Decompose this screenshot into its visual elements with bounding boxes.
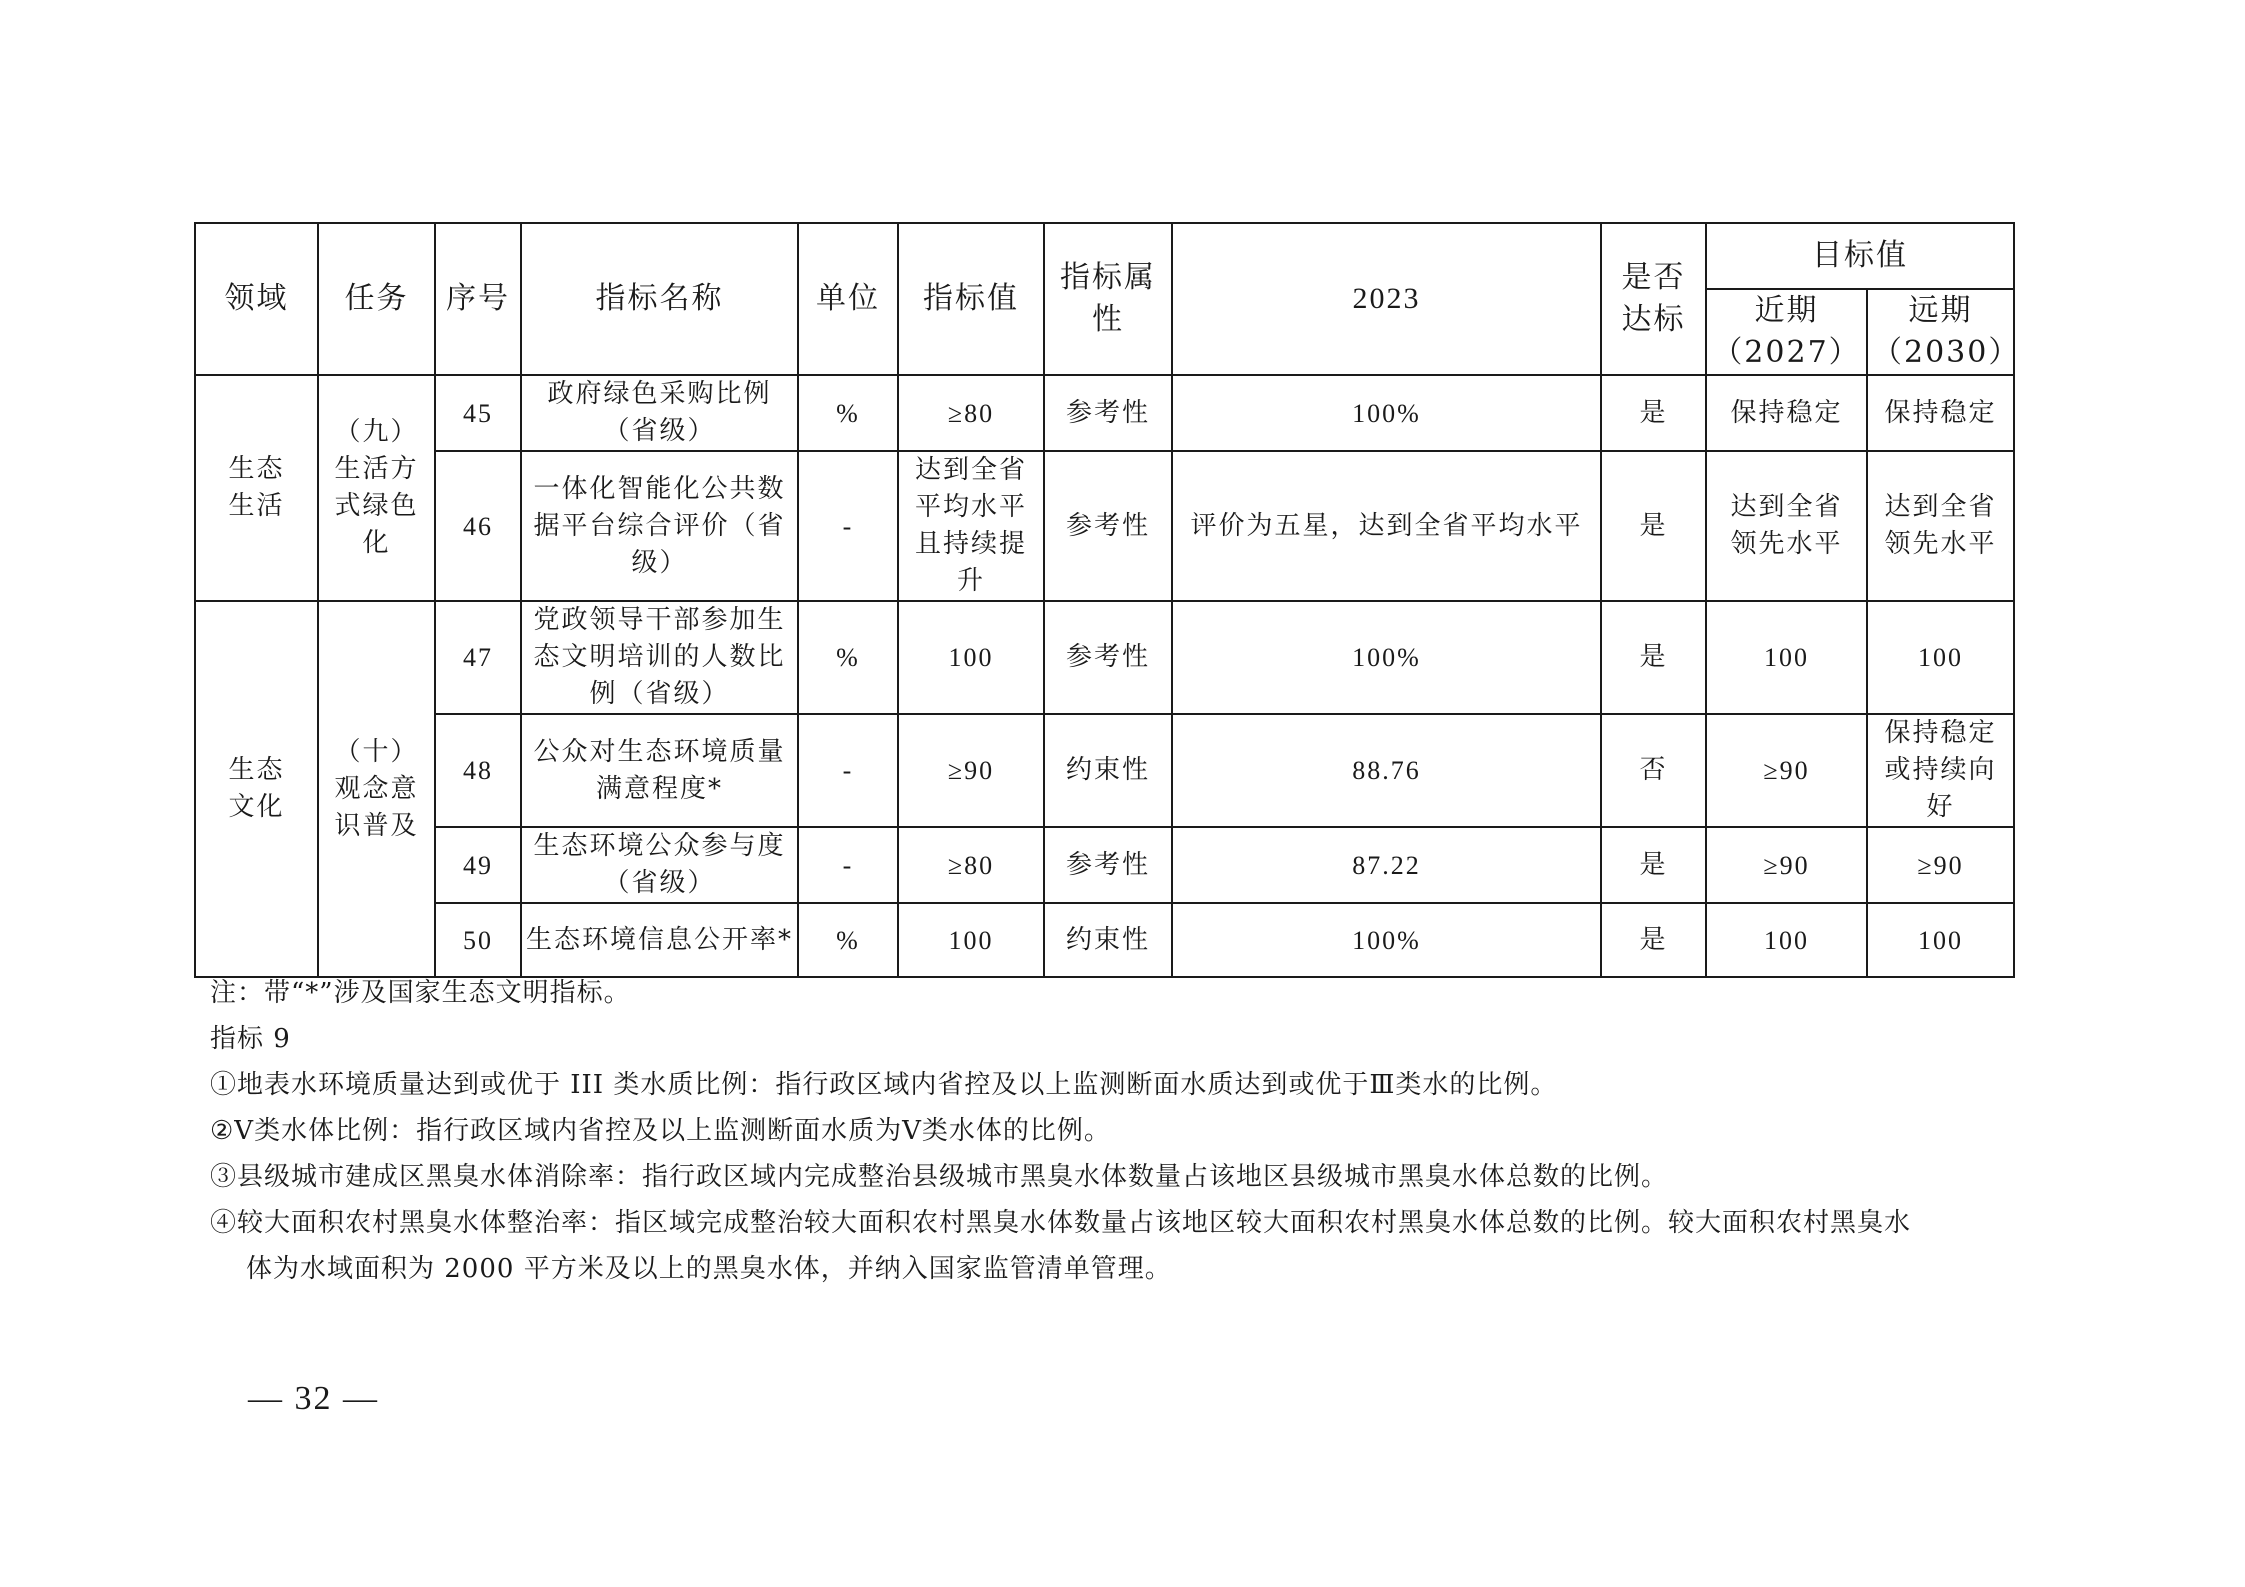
name-cell: 一体化智能化公共数据平台综合评价（省级）: [521, 451, 798, 601]
near-cell: 达到全省领先水平: [1706, 451, 1867, 601]
table-row: [195, 601, 2014, 714]
domain-cell: 生态生活: [195, 375, 318, 601]
near-cell: 100: [1706, 903, 1867, 977]
note-item: ③县级城市建成区黑臭水体消除率：指行政区域内完成整治县级城市黑臭水体数量占该地区县级城市黑臭水体总数的比例。: [210, 1162, 1669, 1192]
table-row: [195, 375, 2014, 451]
value-cell: 100: [898, 903, 1044, 977]
indicator-table: [194, 222, 2021, 978]
seq-cell: 46: [435, 451, 521, 601]
far-cell: 保持稳定: [1867, 375, 2014, 451]
header-domain: 领域: [195, 223, 318, 375]
met-cell: 是: [1601, 601, 1706, 714]
table-row: [195, 714, 2014, 827]
value-cell: ≥80: [898, 827, 1044, 903]
name-cell: 公众对生态环境质量满意程度*: [521, 714, 798, 827]
y2023-cell: 100%: [1172, 903, 1601, 977]
note-item: ②Ⅴ类水体比例：指行政区域内省控及以上监测断面水质为Ⅴ类水体的比例。: [210, 1116, 1111, 1146]
name-cell: 生态环境信息公开率*: [521, 903, 798, 977]
value-cell: 达到全省平均水平且持续提升: [898, 451, 1044, 601]
unit-cell: %: [798, 903, 898, 977]
attr-cell: 参考性: [1044, 827, 1172, 903]
notes-section: [210, 970, 2030, 1292]
header-unit: 单位: [798, 223, 898, 375]
attr-cell: 参考性: [1044, 375, 1172, 451]
note-item: ①地表水环境质量达到或优于 III 类水质比例：指行政区域内省控及以上监测断面水质达到或优于Ⅲ类水的比例。: [210, 1070, 1558, 1100]
table-row: [195, 451, 2014, 601]
header-near: 近期（2027）: [1706, 289, 1867, 375]
header-attr: 指标属性: [1044, 223, 1172, 375]
header-value: 指标值: [898, 223, 1044, 375]
met-cell: 是: [1601, 451, 1706, 601]
attr-cell: 约束性: [1044, 714, 1172, 827]
header-met: 是否达标: [1601, 223, 1706, 375]
name-cell: 生态环境公众参与度（省级）: [521, 827, 798, 903]
name-cell: 党政领导干部参加生态文明培训的人数比例（省级）: [521, 601, 798, 714]
unit-cell: -: [798, 714, 898, 827]
y2023-cell: 100%: [1172, 375, 1601, 451]
task-cell: （十）观念意识普及: [318, 601, 435, 977]
seq-cell: 47: [435, 601, 521, 714]
header-target: 目标值: [1706, 223, 2014, 289]
seq-cell: 50: [435, 903, 521, 977]
met-cell: 是: [1601, 827, 1706, 903]
attr-cell: 参考性: [1044, 451, 1172, 601]
header-2023: 2023: [1172, 223, 1601, 375]
unit-cell: %: [798, 375, 898, 451]
page-number: — 32 —: [248, 1380, 379, 1417]
name-cell: 政府绿色采购比例（省级）: [521, 375, 798, 451]
note-item-continuation: 体为水域面积为 2000 平方米及以上的黑臭水体，并纳入国家监管清单管理。: [246, 1254, 1172, 1284]
unit-cell: -: [798, 451, 898, 601]
attr-cell: 参考性: [1044, 601, 1172, 714]
near-cell: 100: [1706, 601, 1867, 714]
y2023-cell: 88.76: [1172, 714, 1601, 827]
y2023-cell: 87.22: [1172, 827, 1601, 903]
far-cell: 100: [1867, 903, 2014, 977]
met-cell: 否: [1601, 714, 1706, 827]
near-cell: 保持稳定: [1706, 375, 1867, 451]
seq-cell: 49: [435, 827, 521, 903]
far-cell: ≥90: [1867, 827, 2014, 903]
seq-cell: 48: [435, 714, 521, 827]
near-cell: ≥90: [1706, 714, 1867, 827]
header-seq: 序号: [435, 223, 521, 375]
far-cell: 保持稳定或持续向好: [1867, 714, 2014, 827]
header-task: 任务: [318, 223, 435, 375]
met-cell: 是: [1601, 903, 1706, 977]
near-cell: ≥90: [1706, 827, 1867, 903]
table-row: [195, 827, 2014, 903]
y2023-cell: 100%: [1172, 601, 1601, 714]
header-far: 远期（2030）: [1867, 289, 2014, 375]
far-cell: 100: [1867, 601, 2014, 714]
notes-heading: 指标 9: [210, 1024, 291, 1054]
note-item: ④较大面积农村黑臭水体整治率：指区域完成整治较大面积农村黑臭水体数量占该地区较大面积农村黑臭水体总数的比例。较大面积农村黑臭水: [210, 1208, 1912, 1238]
value-cell: 100: [898, 601, 1044, 714]
met-cell: 是: [1601, 375, 1706, 451]
unit-cell: %: [798, 601, 898, 714]
task-cell: （九）生活方式绿色化: [318, 375, 435, 601]
attr-cell: 约束性: [1044, 903, 1172, 977]
domain-cell: 生态文化: [195, 601, 318, 977]
table-row: [195, 903, 2014, 977]
unit-cell: -: [798, 827, 898, 903]
y2023-cell: 评价为五星，达到全省平均水平: [1172, 451, 1601, 601]
star-note: 注：带“*”涉及国家生态文明指标。: [210, 978, 631, 1008]
seq-cell: 45: [435, 375, 521, 451]
value-cell: ≥80: [898, 375, 1044, 451]
far-cell: 达到全省领先水平: [1867, 451, 2014, 601]
header-name: 指标名称: [521, 223, 798, 375]
value-cell: ≥90: [898, 714, 1044, 827]
